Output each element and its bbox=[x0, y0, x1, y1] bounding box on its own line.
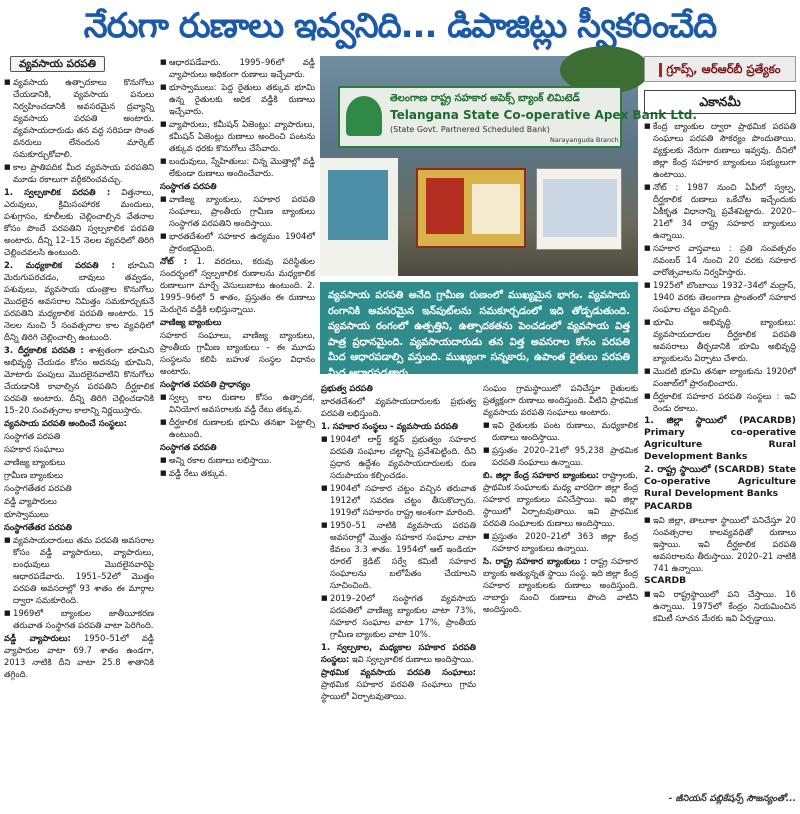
source-item: సహకార సంఘాలు bbox=[4, 444, 64, 454]
list-item: ■ నోట్‌ : 1987 నుంచి ఏపీలో స్వల్ప, దీర్ఘకాలిక రుణాలు ఒకేచోట ఇచ్చేందుకు ఏకీకృత విధానాన్ని ప్రవేశపెట్టారు. 2020–21లో 34 రాష్ట్ర సహకార బ్యాంకులు ఉన్నాయి. bbox=[644, 181, 796, 241]
bank-item: సి. రాష్ట్ర సహకార బ్యాంకులు : రాష్ట్ర సహకార బ్యాంకు అత్యున్నత స్థాయి సంస్థ. ఇది జిల్లా కేంద్ర సహకార బ్యాంకులకు రుణాలు అందిస్తుంది. నాబార్డు నుంచి రుణాలు పొంది వాటిని అందిస్తుంది. bbox=[483, 556, 639, 614]
dccb-list bbox=[483, 530, 638, 554]
agri-credit-intro-list bbox=[4, 76, 154, 185]
coop-item: 1. స్వల్పకాల, మధ్యకాల సహకార పరపతి సంస్థలు: ఇవి స్వల్పకాలిక రుణాలు అందిస్తాయి. bbox=[321, 642, 476, 664]
pacs-text: సంఘం గ్రామస్థాయిలో పనిచేస్తూ రైతులకు ప్రత్యక్షంగా రుణాలు అందిస్తుంది. వీటిని ప్రాథమిక వ్యవసాయ పరపతి సంఘాలు అంటారు. bbox=[483, 383, 638, 417]
list-item: ■ కాల ప్రాతిపదిక మీద వ్యవసాయ పరపతిని మూడు రకాలుగా వర్గీకరించవచ్చు. bbox=[4, 161, 154, 185]
list-item: ■ 1950–51 నాటికి వ్యవసాయ పరపతి అవసరాల్లో మొత్తం సహకార సంఘాల వాటా కేవలం 3.3 శాతం. 1954లో ఆల్‌ ఇండియా రూరల్‌ క్రెడిట్‌ సర్వే కమిటీ సహకార సంఘాలను బలోపేతం చేయాలని సూచించింది. bbox=[321, 519, 476, 591]
list-item: ■ స్వల్ప కాల రుణాల కోసం ఉత్పాదక, వినియోగ అవసరాలకు వడ్డీ రేటు తక్కువ. bbox=[160, 391, 315, 415]
list-item: ■ అన్ని రకాల రుణాలు లభిస్తాయి. bbox=[160, 454, 315, 466]
side-banner bbox=[320, 158, 398, 276]
scardb-definition: 2. రాష్ట్ర స్థాయిలో (SCARDB) State Co-operative Agriculture Rural Development Banks bbox=[644, 464, 796, 499]
coop-item: 1. సహకార సంస్థలు - వ్యవసాయ పరపతి bbox=[321, 421, 458, 431]
source-item: వాణిజ్య బ్యాంకులు bbox=[4, 457, 66, 467]
source-item: వడ్డీ వ్యాపారులు bbox=[4, 496, 57, 506]
pacs-list bbox=[483, 419, 638, 468]
signboard-subtitle: (State Govt. Partnered Scheduled Bank) bbox=[390, 125, 550, 134]
list-item: ■ 1904లో లార్డ్‌ కర్జన్‌ ప్రభుత్వం సహకార పరపతి సంఘాల చట్టాన్ని ప్రవేశపెట్టింది. దీని ప్రధాన ఉద్దేశం వ్యవసాయదారులకు రుణ సదుపాయం కల్పించడం. bbox=[321, 433, 476, 481]
credit-type-item: 3. దీర్ఘకాలిక పరపతి : శాశ్వతంగా భూమిని అభివృద్ధి చేయడం కోసం అదనపు భూమిని, మోటారు పంపులు మొదలైనవాటిని కొనుగోలు చేయడానికి కావాల్సిన పరపతిని దీర్ఘకాలిక పరపతి అంటారు. దీన్ని తిరిగి చెల్లించడానికి 15–20 సంవత్సరాల కాలాన్ని నిర్ణయిస్తారు. bbox=[4, 345, 154, 415]
list-item: ■ భారతదేశంలో సహకార ఉద్యమం 1904లో ప్రారంభమైంది. bbox=[160, 230, 315, 254]
column-3 bbox=[321, 382, 476, 814]
noninstitutional-list bbox=[160, 56, 315, 179]
list-item: ■ 1925లో బొంబాయి 1932–34లో మద్రాస్‌, 1940 వరకు తెలంగాణ ప్రాంతంలో సహకార సంఘాల చట్టం వచ్చింది. bbox=[644, 279, 796, 315]
coop-list bbox=[321, 433, 476, 640]
sources-intro: వ్యవసాయ పరపతి అందించే సంస్థలు: bbox=[4, 418, 127, 428]
publisher-credit: - జీనియస్‌ పబ్లికేషన్స్‌ సౌజన్యంతో... bbox=[668, 794, 796, 804]
credit-type-item: 1. స్వల్పకాలిక పరపతి : విత్తనాలు, ఎరువులు, క్రిమిసంహారక మందులు, పశుగ్రాసం, కూలీలకు చెల్లించాల్సిన వేతనాల కోసం పొందే పరపతిని స్వల్పకాలిక పరపతి అంటారు. దీన్ని 12–15 నెలల వ్యవధిలో తిరిగి చెల్లించవలసి ఉంటుంది. bbox=[4, 187, 155, 257]
commercial-heading: వాణిజ్య బ్యాంకులు bbox=[160, 317, 222, 327]
list-item: ■ దీర్ఘకాలిక రుణాలకు భూమి తనఖా పెట్టాల్సి ఉంటుంది. bbox=[160, 416, 315, 440]
source-item: సంస్థాగత పరపతి bbox=[4, 431, 61, 441]
column-1 bbox=[4, 56, 154, 810]
list-item: ■ వ్యవసాయదారులు తమ పరపతి అవసరాల కోసం వడ్డీ వ్యాపారులు, వ్యాపారులు, బంధువులు మొదలైనవారిపై ఆధారపడేవారు. 1951–52లో మొత్తం పరపతి అవసరాల్లో 93 శాతం ఈ మార్గాల ద్వారా సమకూరింది. bbox=[4, 534, 154, 606]
column-5 bbox=[644, 120, 796, 792]
list-item: ■ కేంద్ర బ్యాంకుల ద్వారా ప్రాథమిక పరపతి సంఘాలు పరపతి సౌకర్యం పొందుతాయి. వ్యక్తులకు నేరుగా రుణాలు ఇవ్వవు. దీనిలో జిల్లా కేంద్ర సహకార బ్యాంకులు సభ్యులుగా ఉంటాయి. bbox=[644, 120, 796, 180]
column-2 bbox=[160, 56, 315, 810]
list-item: ■ ప్రస్తుతం 2020–21లో 95,238 ప్రాథమిక పరపతి సంఘాలు ఉన్నాయి. bbox=[483, 444, 638, 468]
pacardb-list bbox=[644, 514, 796, 574]
column-4 bbox=[483, 382, 638, 814]
bank-item: బి. జిల్లా కేంద్ర సహకార బ్యాంకులు: రాష్ట్రాలకు, ప్రాథమిక సంఘాలకు మధ్య వారధిగా జిల్లా కేంద్ర సహకార బ్యాంకులు పనిచేస్తాయి. ఇవి జిల్లా స్థాయిలో ఏర్పాటవుతాయి. ఇవి ప్రాథమిక పరపతి సంఘాలకు రుణాలు అందిస్తాయి. bbox=[483, 470, 638, 528]
list-item: ■ 2019–20లో సంస్థాగత వ్యవసాయ పరపతిలో వాణిజ్య బ్యాంకుల వాటా 73%, సహకార సంఘాల వాటా 17%, ప్రాంతీయ గ్రామీణ బ్యాంకుల వాటా 10%. bbox=[321, 592, 476, 640]
list-item: ■ వ్యవసాయ ఉత్పాదకాలు కొనుగోలు చేయడానికి, వ్యవసాయ పనులు నిర్వహించడానికి అవసరమైన ద్రవ్యాన్ని వ్యవసాయ పరపతి అంటారు. వ్యవసాయదారుడు తన వద్ద సరిపడా సొంత వనరులు లేనందున మార్కెట్‌ సమకూర్చుకోవాలి. bbox=[4, 76, 154, 160]
list-item: ■ దీర్ఘకాలిక సహకార పరపతి సంస్థలు : ఇవి రెండు రకాలు. bbox=[644, 390, 796, 414]
list-item: ■ ఇవి రాష్ట్రస్థాయిలో పని చేస్తాయి. 16 ఉన్నాయి. 1975లో కేంద్రం నియమించిన కమిటీ సూచన మేరకు ఇవి ఏర్పడ్డాయి. bbox=[644, 588, 796, 624]
institutional-list bbox=[160, 193, 315, 254]
list-item: ■ ఇవి జిల్లా, తాలూకా స్థాయిలో పనిచేస్తూ 20 సంవత్సరాల కాలవ్యవధితో రుణాలు ఇస్తాయి. ఇవి దీర్ఘకాలిక పరపతి అవసరాలను తీరుస్తాయి. 2020–21 నాటికి 741 ఉన్నాయి. bbox=[644, 514, 796, 574]
list-item: ■ 1904లో సహకార చట్టం వచ్చిన తరువాత 1912లో సవరణ చట్టం తీసుకొచ్చారు. 1919లో సహకారం రాష్ట్ర అంశంగా మారింది. bbox=[321, 482, 476, 518]
bank-signboard bbox=[338, 86, 697, 148]
credit-type-item: 2. మధ్యకాలిక పరపతి : భూమిని మెరుగుపరచడం, బావులు తవ్వడం, పశువులు, వ్యవసాయ యంత్రాల కొనుగోలు మొదలైన అవసరాల నిమిత్తం సమకూర్చుకునే పరపతిని మధ్యకాలిక పరపతి అంటారు. 15 నెలల నుంచి 5 సంవత్సరాల కాల వ్యవధిలో దీన్ని తిరిగి చెల్లించాల్సి ఉంటుంది. bbox=[4, 260, 154, 342]
list-item: ■ ప్రస్తుతం 2020–21లో 363 జిల్లా కేంద్ర సహకార బ్యాంకులు ఉన్నాయి. bbox=[483, 530, 638, 554]
rrb-heading: సంస్థాగత పరపతి bbox=[160, 442, 217, 452]
list-item: ■ భూమి అభివృద్ధి బ్యాంకులు: వ్యవసాయదారుల దీర్ఘకాలిక పరపతి అవసరాలు తీర్చడానికి భూమి అభివృద్ధి బ్యాంకులను ఏర్పాటు చేశారు. bbox=[644, 316, 796, 364]
lending-list bbox=[160, 391, 315, 440]
source-item: గ్రామీణ బ్యాంకులు bbox=[4, 470, 63, 480]
groups-special-banner: గ్రూప్స్‌, ఆర్‌ఆర్‌బీ ప్రత్యేకం bbox=[644, 56, 796, 82]
source-item: భూస్వాములు bbox=[4, 509, 49, 519]
sources-list bbox=[4, 430, 154, 520]
institutional-heading: సంస్థాగత పరపతి bbox=[160, 181, 217, 191]
list-item: ■ ఆధారపడేవారు. 1995–96లో వడ్డీ వ్యాపారులు అధికంగా రుణాలు ఇచ్చేవారు. bbox=[160, 56, 315, 80]
signboard-branch: Narayanguda Branch bbox=[550, 136, 619, 144]
bank-logo-icon bbox=[346, 96, 382, 136]
highlight-box: వ్యవసాయ పరపతి అనేది గ్రామీణ రుణంలో ముఖ్యమైన భాగం. వ్యవసాయ రంగానికి అవసరమైన ఇన్‌పుట్‌లను సమకూర్చడంలో ఇది తోడ్పడుతుంది. వ్యవసాయ రంగంలో ఉత్పత్తిని, ఉత్పాదకతను పెంచడంలో వ్యవసాయ విత్త పాత్ర ప్రధానమైంది. వ్యవసాయదారుడు తన విత్త అవసరాల కోసం పరపతి మీద ఆధారపడాల్సి వస్తుంది. ముఖ్యంగా సన్నకారు, ఉపాంత రైతులు పరపతి మీద ఆధారపడతారు. bbox=[320, 282, 638, 374]
commercial-text: సహకార సంఘాలు, వాణిజ్య బ్యాంకులు, ప్రాంతీయ గ్రామీణ బ్యాంకులు – ఈ మూడు సంస్థలను కలిపి బహుళ సంస్థల విధానం అంటారు. bbox=[160, 330, 315, 376]
notice-poster bbox=[536, 168, 622, 250]
govt-credit-intro: భారతదేశంలో వ్యవసాయదారులకు ప్రభుత్వ పరపతి లభిస్తుంది. bbox=[321, 396, 476, 418]
note-paragraph: నోట్‌ : 1. వరదలు, కరువు పరిస్థితుల సందర్భంలో స్వల్పకాలిక రుణాలను మధ్యకాలిక రుణాలుగా మార్చే వెసులుబాటు ఉంటుంది. 2. 1995–96లో 5 శాతం, ప్రస్తుతం ఈ రుణాలు మెరుగైన వడ్డీకి లభిస్తున్నాయి. bbox=[160, 256, 315, 314]
coop-item: ప్రాథమిక వ్యవసాయ పరపతి సంఘాలు: ప్రాథమిక సహకార పరపతి సంఘాలు గ్రామ స్థాయిలో ఏర్పాటవుతాయి. bbox=[321, 667, 476, 701]
list-item: ■ వడ్డీ రేటు తక్కువ. bbox=[160, 467, 315, 479]
source-item: సంస్థాగతేతర పరపతి bbox=[4, 483, 72, 493]
anniversary-poster bbox=[416, 168, 526, 248]
scardb-list bbox=[644, 588, 796, 624]
rrb-list bbox=[160, 454, 315, 479]
scardb-heading: SCARDB bbox=[644, 575, 687, 586]
economy-list bbox=[644, 120, 796, 414]
moneylender-item: వడ్డీ వ్యాపారులు: 1950–51లో వడ్డీ వ్యాపారుల వాటా 69.7 శాతం ఉండగా, 2013 నాటికి దీని వాటా 25.8 శాతానికి తగ్గింది. bbox=[4, 633, 154, 679]
history-list bbox=[4, 534, 154, 631]
list-item: ■ 1969లో బ్యాంకుల జాతీయీకరణ తరువాత సంస్థాగత పరపతి వాటా పెరిగింది. bbox=[4, 607, 154, 631]
list-item: ■ ఇవి రైతులకు పంట రుణాలు, మధ్యకాలిక రుణాలు అందిస్తాయి. bbox=[483, 419, 638, 443]
economy-heading: ఎకానమీ bbox=[644, 90, 796, 114]
list-item: ■ సహకార వాస్తవాలు : ప్రతి సంవత్సరం నవంబర్‌ 14 నుంచి 20 వరకు సహకార వారోత్సవాలను నిర్వహిస్తారు. bbox=[644, 242, 796, 278]
list-item: ■ వాణిజ్య బ్యాంకులు, సహకార పరపతి సంఘాలు, ప్రాంతీయ గ్రామీణ బ్యాంకులు సంస్థాగత పరపతిని అందిస్తాయి. bbox=[160, 193, 315, 229]
signboard-telugu: తెలంగాణ రాష్ట్ర సహకార అపెక్స్‌ బ్యాంక్‌ లిమిటెడ్‌ bbox=[390, 93, 580, 104]
bank-photo bbox=[320, 56, 697, 276]
signboard-english: Telangana State Co-operative Apex Bank Ltd. bbox=[390, 108, 697, 122]
lending-heading: సంస్థాగత పరపతి ప్రాధాన్యం bbox=[160, 379, 251, 389]
section-title-agri-credit: వ్యవసాయ పరపతి bbox=[10, 56, 105, 72]
list-item: ■ భూస్వాములు: పెద్ద రైతులు తక్కువ భూమి ఉన్న రైతులకు అధిక వడ్డీకి రుణాలు ఇచ్చేవారు. bbox=[160, 81, 315, 117]
headline: నేరుగా రుణాలు ఇవ్వనిది... డిపాజిట్లు స్వీకరించేది bbox=[83, 6, 717, 46]
pacardb-heading: PACARDB bbox=[644, 501, 693, 512]
list-item: ■ వ్యాపారులు, కమీషన్‌ ఏజెంట్లు: వ్యాపారులు, కమీషన్‌ ఏజెంట్లు రుణాలు అందించి పంటను తక్కువ ధరకు కొనుగోలు చేసేవారు. bbox=[160, 118, 315, 154]
list-item: ■ బంధువులు, స్నేహితులు: చిన్న మొత్తాల్లో వడ్డీ లేకుండా రుణాలు అందించేవారు. bbox=[160, 155, 315, 179]
history-heading: సంస్థాగతేతర పరపతి bbox=[4, 522, 72, 532]
govt-credit-heading: ప్రభుత్వ పరపతి bbox=[321, 383, 373, 393]
list-item: ■ మొదటి భూమి తనఖా బ్యాంకును 1920లో పంజాబ్‌లో ప్రారంభించారు. bbox=[644, 365, 796, 389]
pacardb-definition: 1. జిల్లా స్థాయిలో (PACARDB) Primary co-operative Agriculture Rural Development Banks bbox=[644, 415, 796, 462]
